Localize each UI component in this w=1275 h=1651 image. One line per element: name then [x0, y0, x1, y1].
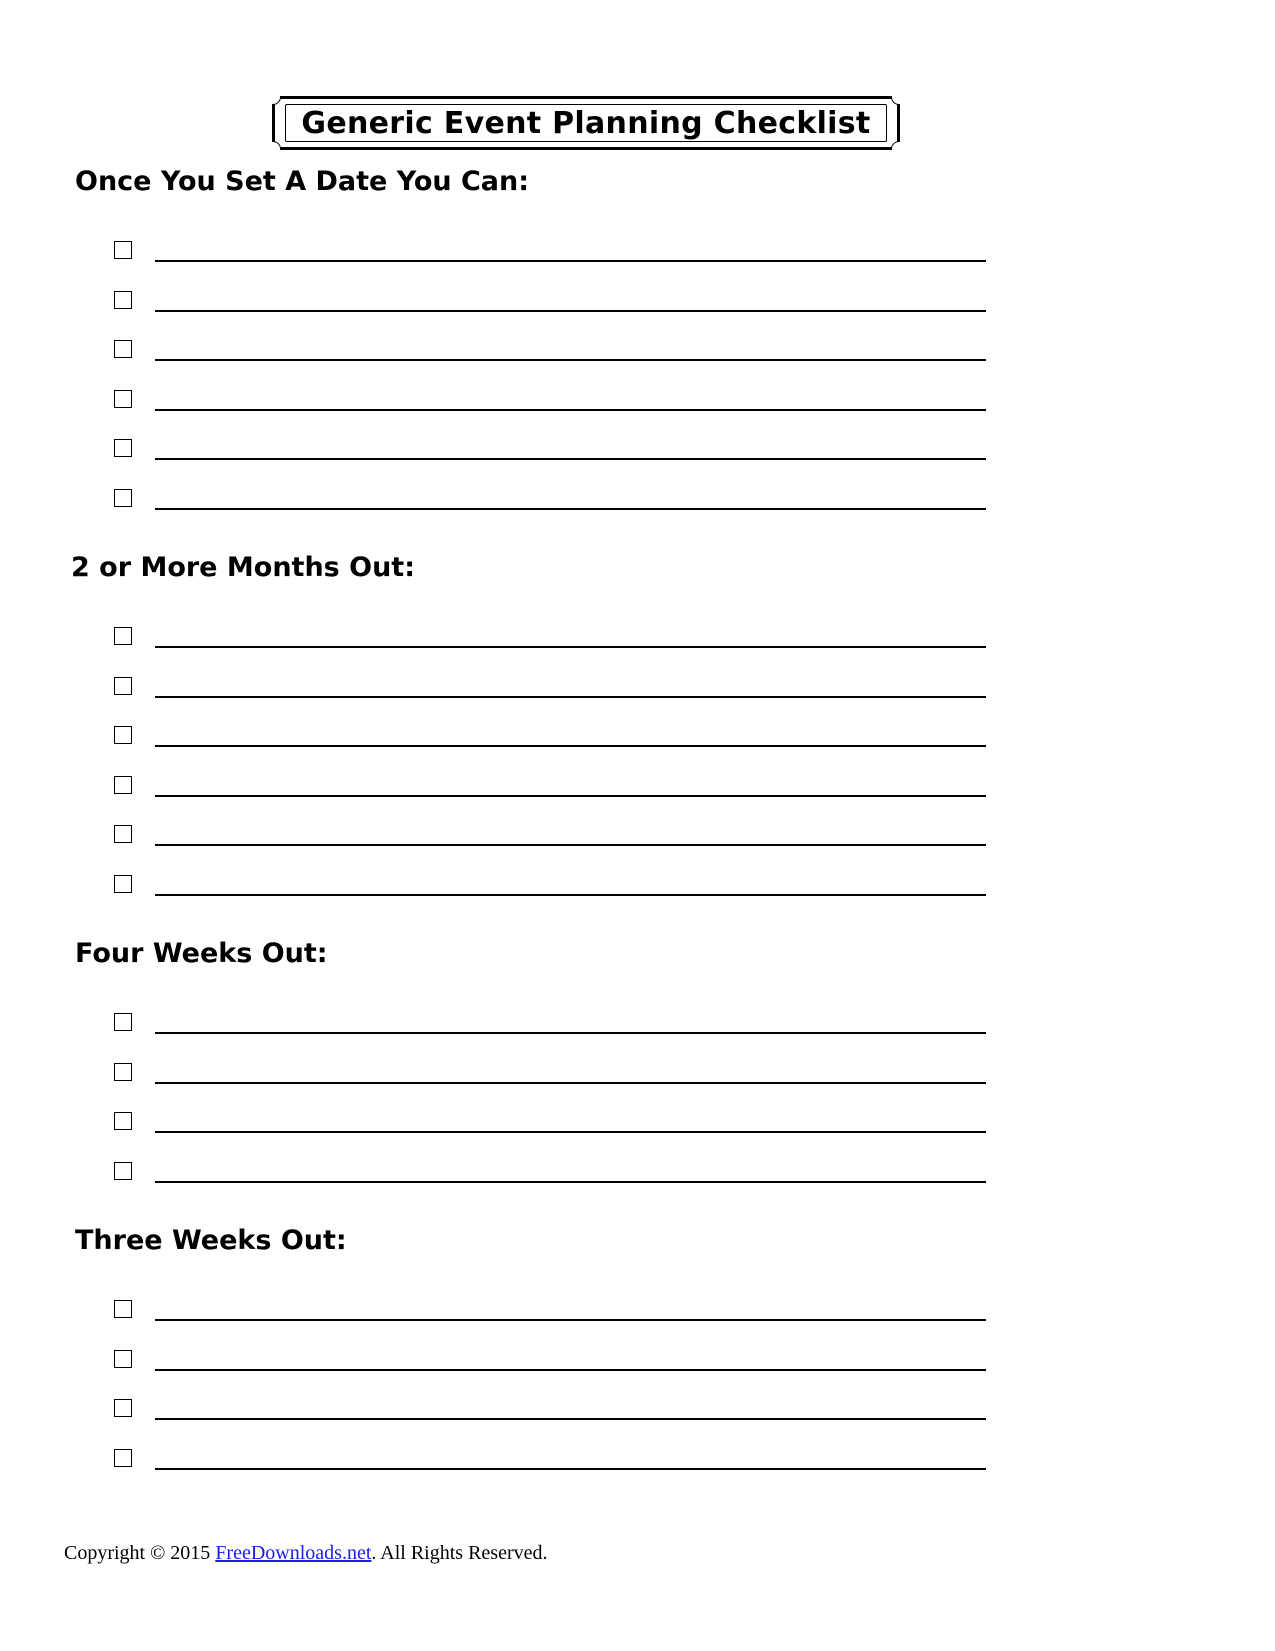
write-in-line[interactable] [155, 409, 986, 411]
freedownloads-link[interactable]: FreeDownloads.net [215, 1542, 372, 1564]
write-in-line[interactable] [155, 508, 986, 510]
checklist-item [0, 489, 1275, 539]
checklist [0, 241, 1275, 539]
checkbox[interactable] [114, 1112, 132, 1130]
write-in-line[interactable] [155, 795, 986, 797]
section-heading: 2 or More Months Out: [71, 552, 416, 583]
write-in-line[interactable] [155, 1082, 986, 1084]
checklist-item [0, 825, 1275, 875]
write-in-line[interactable] [155, 646, 986, 648]
checkbox[interactable] [114, 1013, 132, 1031]
checklist-item [0, 776, 1275, 826]
title-banner-corner [891, 141, 900, 150]
checkbox[interactable] [114, 340, 132, 358]
checklist-item [0, 1449, 1275, 1499]
checkbox[interactable] [114, 875, 132, 893]
checklist-item [0, 1112, 1275, 1162]
checkbox[interactable] [114, 241, 132, 259]
write-in-line[interactable] [155, 844, 986, 846]
checklist-item [0, 1300, 1275, 1350]
checklist-item [0, 1162, 1275, 1212]
checklist-item [0, 291, 1275, 341]
checklist-item [0, 1399, 1275, 1449]
title-banner-corner [272, 96, 281, 105]
checkbox[interactable] [114, 489, 132, 507]
checkbox[interactable] [114, 1350, 132, 1368]
write-in-line[interactable] [155, 1131, 986, 1133]
checklist-item [0, 241, 1275, 291]
write-in-line[interactable] [155, 458, 986, 460]
section-heading: Once You Set A Date You Can: [75, 166, 530, 197]
checkbox[interactable] [114, 776, 132, 794]
checklist-item [0, 1350, 1275, 1400]
checkbox[interactable] [114, 390, 132, 408]
write-in-line[interactable] [155, 1369, 986, 1371]
checkbox[interactable] [114, 627, 132, 645]
write-in-line[interactable] [155, 359, 986, 361]
title-banner [272, 96, 900, 150]
write-in-line[interactable] [155, 1032, 986, 1034]
write-in-line[interactable] [155, 1181, 986, 1183]
checkbox[interactable] [114, 1162, 132, 1180]
checklist-item [0, 726, 1275, 776]
checkbox[interactable] [114, 825, 132, 843]
checklist-item [0, 1063, 1275, 1113]
checkbox[interactable] [114, 1449, 132, 1467]
checkbox[interactable] [114, 1300, 132, 1318]
checkbox[interactable] [114, 1399, 132, 1417]
checkbox[interactable] [114, 677, 132, 695]
checklist-item [0, 677, 1275, 727]
title-banner-corner [891, 96, 900, 105]
write-in-line[interactable] [155, 1418, 986, 1420]
checklist [0, 1013, 1275, 1211]
title-banner-corner [272, 141, 281, 150]
checklist [0, 627, 1275, 925]
copyright-suffix: . All Rights Reserved. [371, 1542, 548, 1564]
checklist [0, 1300, 1275, 1498]
write-in-line[interactable] [155, 745, 986, 747]
checklist-item [0, 340, 1275, 390]
copyright-footer [64, 1541, 548, 1565]
copyright-prefix: Copyright © 2015 [64, 1542, 216, 1564]
section-heading: Three Weeks Out: [75, 1225, 347, 1256]
write-in-line[interactable] [155, 260, 986, 262]
write-in-line[interactable] [155, 894, 986, 896]
page-title: Generic Event Planning Checklist [301, 106, 871, 141]
write-in-line[interactable] [155, 1468, 986, 1470]
checkbox[interactable] [114, 291, 132, 309]
write-in-line[interactable] [155, 696, 986, 698]
checklist-item [0, 875, 1275, 925]
checkbox[interactable] [114, 1063, 132, 1081]
checkbox[interactable] [114, 439, 132, 457]
write-in-line[interactable] [155, 310, 986, 312]
checkbox[interactable] [114, 726, 132, 744]
checklist-item [0, 390, 1275, 440]
write-in-line[interactable] [155, 1319, 986, 1321]
checklist-item [0, 439, 1275, 489]
checklist-item [0, 627, 1275, 677]
section-heading: Four Weeks Out: [75, 938, 328, 969]
checklist-item [0, 1013, 1275, 1063]
